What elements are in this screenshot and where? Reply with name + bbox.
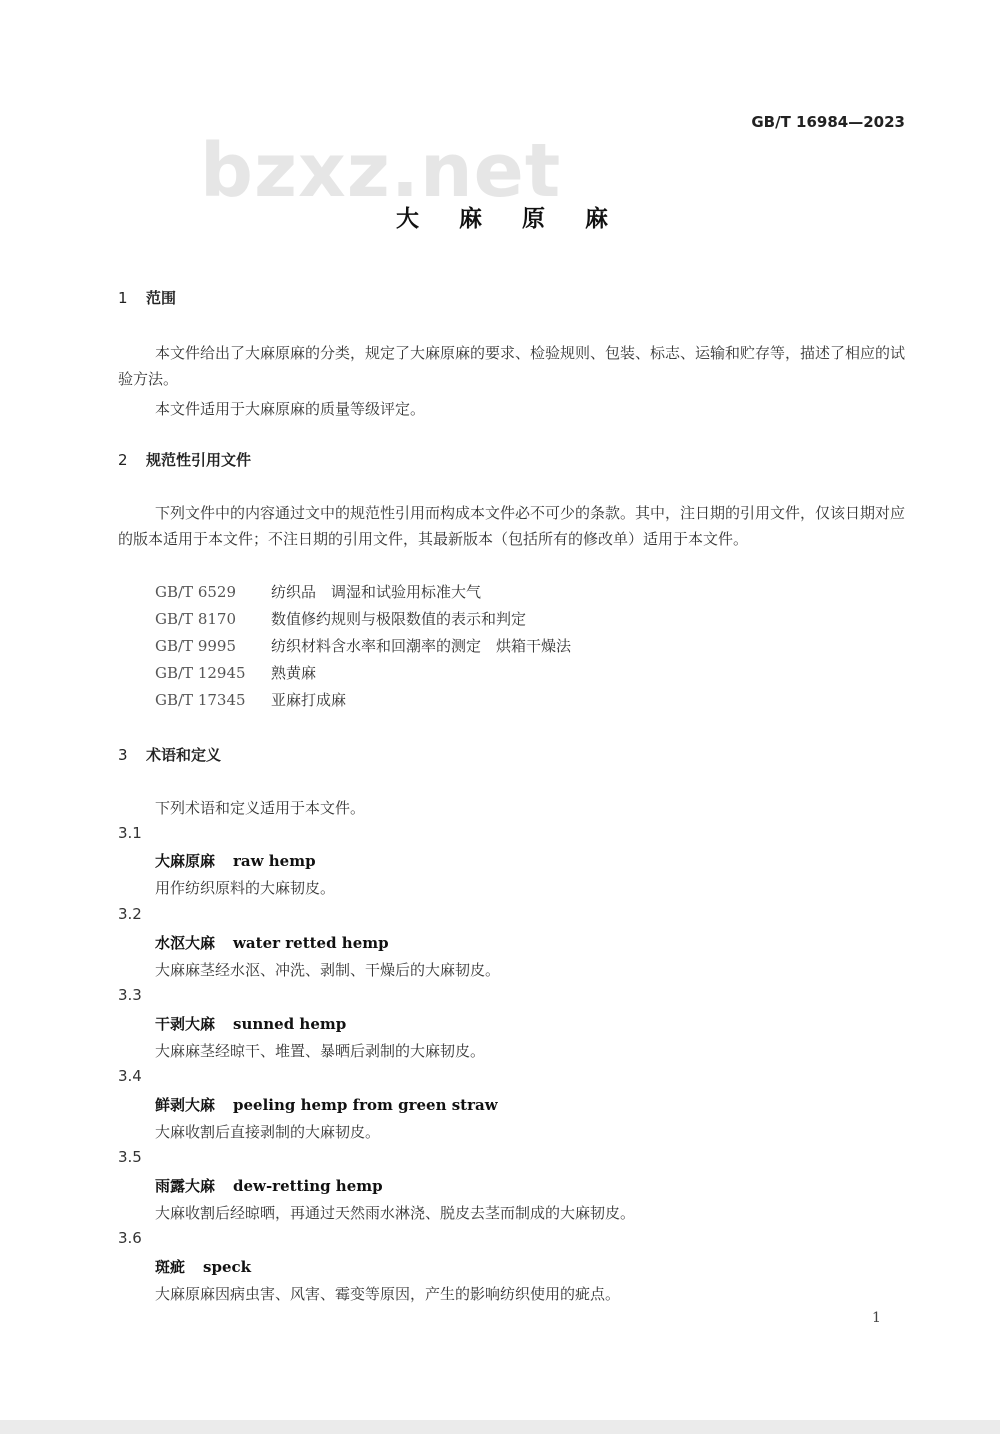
term-heading	[155, 850, 316, 871]
reference-item	[155, 689, 346, 710]
reference-title: 熟黄麻	[271, 664, 317, 682]
term-chinese: 水沤大麻	[155, 934, 216, 952]
term-english: water retted hemp	[233, 934, 389, 952]
term-english: raw hemp	[233, 852, 316, 870]
reference-item	[155, 608, 526, 629]
reference-item	[155, 662, 316, 683]
term-english: sunned hemp	[233, 1015, 347, 1033]
term-english: dew-retting hemp	[233, 1177, 383, 1195]
term-english: speck	[203, 1258, 252, 1276]
section-number: 2	[118, 451, 128, 469]
section-2-heading	[118, 449, 251, 470]
reference-item	[155, 635, 571, 656]
watermark: bzxz.net	[200, 128, 562, 214]
reference-code: GB/T 17345	[155, 691, 246, 709]
term-definition: 大麻麻茎经水沤、冲洗、剥制、干燥后的大麻韧皮。	[155, 961, 501, 979]
term-definition: 用作纺织原料的大麻韧皮。	[155, 879, 336, 897]
document-title: 大 麻 原 麻	[395, 206, 625, 232]
term-number: 3.5	[118, 1148, 142, 1166]
section-title: 术语和定义	[146, 746, 222, 764]
term-number: 3.1	[118, 824, 142, 842]
reference-title: 亚麻打成麻	[271, 691, 347, 709]
term-definition: 大麻麻茎经晾干、堆置、暴晒后剥制的大麻韧皮。	[155, 1042, 486, 1060]
term-heading	[155, 1013, 346, 1034]
reference-code: GB/T 9995	[155, 637, 237, 655]
reference-code: GB/T 6529	[155, 583, 237, 601]
section-number: 1	[118, 289, 128, 307]
reference-code: GB/T 12945	[155, 664, 246, 682]
section-number: 3	[118, 746, 128, 764]
section-2-paragraph: 下列文件中的内容通过文中的规范性引用而构成本文件必不可少的条款。其中，注日期的引用文件，仅该日期对应的版本适用于本文件；不注日期的引用文件，其最新版本（包括所有的修改单）适用于本文件。	[118, 504, 906, 548]
section-1-heading	[118, 287, 176, 308]
reference-code: GB/T 8170	[155, 610, 237, 628]
term-chinese: 干剥大麻	[155, 1015, 216, 1033]
term-chinese: 鲜剥大麻	[155, 1096, 216, 1114]
term-definition: 大麻收割后经晾晒，再通过天然雨水淋浇、脱皮去茎而制成的大麻韧皮。	[155, 1204, 636, 1222]
page-number: 1	[872, 1310, 881, 1326]
term-definition: 大麻原麻因病虫害、风害、霉变等原因，产生的影响纺织使用的疵点。	[155, 1285, 621, 1303]
term-heading	[155, 1256, 251, 1277]
reference-title: 纺织材料含水率和回潮率的测定 烘箱干燥法	[271, 637, 572, 655]
term-heading	[155, 1175, 383, 1196]
section-title: 规范性引用文件	[146, 451, 252, 469]
section-1-paragraph-2: 本文件适用于大麻原麻的质量等级评定。	[155, 400, 426, 418]
section-3-intro: 下列术语和定义适用于本文件。	[155, 799, 366, 817]
reference-item	[155, 581, 481, 602]
viewer-bottom-strip	[0, 1420, 1000, 1434]
section-1-paragraph-1: 本文件给出了大麻原麻的分类，规定了大麻原麻的要求、检验规则、包装、标志、运输和贮存等，描述了相应的试验方法。	[118, 344, 906, 388]
term-chinese: 大麻原麻	[155, 852, 216, 870]
section-title: 范围	[146, 289, 177, 307]
term-chinese: 斑疵	[155, 1258, 186, 1276]
reference-title: 纺织品 调湿和试验用标准大气	[271, 583, 482, 601]
term-number: 3.2	[118, 905, 142, 923]
term-number: 3.4	[118, 1067, 142, 1085]
term-number: 3.3	[118, 986, 142, 1004]
term-number: 3.6	[118, 1229, 142, 1247]
term-heading	[155, 1094, 498, 1115]
reference-title: 数值修约规则与极限数值的表示和判定	[271, 610, 527, 628]
term-definition: 大麻收割后直接剥制的大麻韧皮。	[155, 1123, 381, 1141]
term-chinese: 雨露大麻	[155, 1177, 216, 1195]
term-heading	[155, 932, 389, 953]
standard-code: GB/T 16984—2023	[751, 113, 905, 131]
term-english: peeling hemp from green straw	[233, 1096, 498, 1114]
section-3-heading	[118, 744, 221, 765]
